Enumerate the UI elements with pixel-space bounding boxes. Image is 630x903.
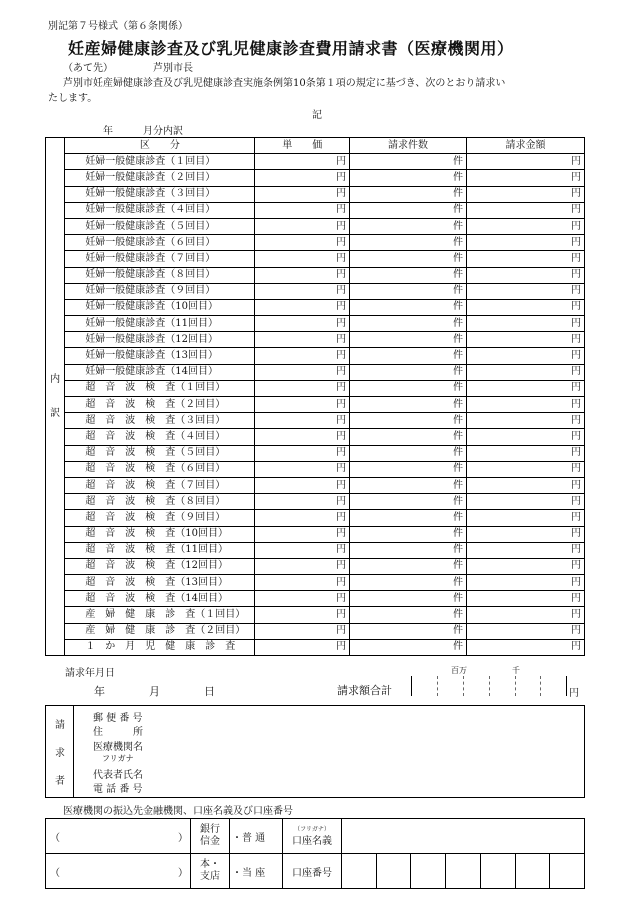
claimant-side-1: 請 xyxy=(55,720,65,731)
addressee-label: （あて先） xyxy=(63,63,113,74)
row-category: 超 音 波 検 査（５回目） xyxy=(65,445,255,461)
row-category: 超 音 波 検 査（８回目） xyxy=(65,494,255,510)
bank-type-2: 信金 xyxy=(200,836,220,847)
unit-price-cell[interactable]: 円 xyxy=(255,235,350,251)
table-row xyxy=(46,332,585,348)
unit-price-cell[interactable]: 円 xyxy=(255,299,350,315)
amount-cell[interactable]: 円 xyxy=(467,397,585,413)
unit-price-cell[interactable]: 円 xyxy=(255,251,350,267)
acct-digit[interactable] xyxy=(376,854,411,889)
row-category: 妊婦一般健康診査（７回目） xyxy=(65,251,255,267)
header-tanka: 単 価 xyxy=(255,138,350,154)
row-category: 妊婦一般健康診査（13回目） xyxy=(65,348,255,364)
million-label: 百万 xyxy=(451,666,467,675)
table-row xyxy=(46,154,585,170)
amount-cell[interactable]: 円 xyxy=(467,510,585,526)
count-cell[interactable]: 件 xyxy=(350,251,467,267)
unit-price-cell[interactable]: 円 xyxy=(255,332,350,348)
breakdown-table xyxy=(45,137,585,656)
row-category: 産 婦 健 康 診 査（１回目） xyxy=(65,607,255,623)
row-category: 超 音 波 検 査（４回目） xyxy=(65,429,255,445)
amount-cell[interactable]: 円 xyxy=(467,251,585,267)
row-category: １ か 月 児 健 康 診 査 xyxy=(65,639,255,655)
count-cell[interactable]: 件 xyxy=(350,413,467,429)
table-row xyxy=(46,429,585,445)
unit-price-cell[interactable]: 円 xyxy=(255,316,350,332)
table-row xyxy=(46,202,585,218)
branch-paren-open: （ xyxy=(50,867,60,879)
count-cell[interactable]: 件 xyxy=(350,380,467,396)
unit-price-cell[interactable]: 円 xyxy=(255,477,350,493)
table-row xyxy=(46,397,585,413)
unit-price-cell[interactable]: 円 xyxy=(255,526,350,542)
table-row xyxy=(46,591,585,607)
table-row xyxy=(46,299,585,315)
bank-type-cell xyxy=(191,819,230,854)
page-title: 妊産婦健康診査及び乳児健康診査費用請求書（医療機関用） xyxy=(68,39,514,58)
postal-code-label: 郵 便 番 号 xyxy=(93,713,143,724)
amount-cell[interactable]: 円 xyxy=(467,267,585,283)
table-row xyxy=(46,235,585,251)
count-cell[interactable]: 件 xyxy=(350,397,467,413)
acct-digit[interactable] xyxy=(342,854,377,889)
row-category: 妊婦一般健康診査（６回目） xyxy=(65,235,255,251)
amount-cell[interactable]: 円 xyxy=(467,364,585,380)
amount-cell[interactable]: 円 xyxy=(467,235,585,251)
month-label: 年 月分内訳 xyxy=(103,126,183,137)
holder-label-cell xyxy=(283,819,342,854)
table-row xyxy=(46,348,585,364)
table-row xyxy=(46,526,585,542)
address-label: 住 所 xyxy=(93,727,143,738)
institution-name-label: 医療機関名 xyxy=(93,742,143,753)
acct-digit[interactable] xyxy=(480,854,515,889)
representative-label: 代表者氏名 xyxy=(93,770,143,781)
amount-cell[interactable]: 円 xyxy=(467,380,585,396)
unit-price-cell[interactable]: 円 xyxy=(255,267,350,283)
row-category: 妊婦一般健康診査（３回目） xyxy=(65,186,255,202)
amount-cell[interactable]: 円 xyxy=(467,218,585,234)
acct-digit[interactable] xyxy=(550,854,585,889)
count-cell[interactable]: 件 xyxy=(350,461,467,477)
table-row xyxy=(46,283,585,299)
holder-label: 口座名義 xyxy=(292,836,332,847)
row-category: 妊婦一般健康診査（５回目） xyxy=(65,218,255,234)
amount-cell[interactable]: 円 xyxy=(467,316,585,332)
row-category: 妊婦一般健康診査（２回目） xyxy=(65,170,255,186)
count-cell[interactable]: 件 xyxy=(350,542,467,558)
count-cell[interactable]: 件 xyxy=(350,445,467,461)
amount-cell[interactable]: 円 xyxy=(467,639,585,655)
count-cell[interactable]: 件 xyxy=(350,154,467,170)
amount-cell[interactable]: 円 xyxy=(467,607,585,623)
row-category: 超 音 波 検 査（11回目） xyxy=(65,542,255,558)
amount-cell[interactable]: 円 xyxy=(467,332,585,348)
row-category: 超 音 波 検 査（13回目） xyxy=(65,575,255,591)
intro-line-2: たします。 xyxy=(48,93,98,104)
unit-price-cell[interactable]: 円 xyxy=(255,461,350,477)
claimant-side-3: 者 xyxy=(55,776,65,787)
claimant-side-2: 求 xyxy=(55,748,65,759)
amount-cell[interactable]: 円 xyxy=(467,154,585,170)
branch-1: 本・ xyxy=(200,859,220,870)
amount-cell[interactable]: 円 xyxy=(467,623,585,639)
side-label-bottom: 訳 xyxy=(50,407,61,419)
unit-price-cell[interactable]: 円 xyxy=(255,445,350,461)
amount-cell[interactable]: 円 xyxy=(467,170,585,186)
count-cell[interactable]: 件 xyxy=(350,429,467,445)
amount-cell[interactable]: 円 xyxy=(467,202,585,218)
side-label-top: 内 xyxy=(50,373,61,385)
acct-digit[interactable] xyxy=(446,854,481,889)
count-cell[interactable]: 件 xyxy=(350,591,467,607)
unit-price-cell[interactable]: 円 xyxy=(255,607,350,623)
row-category: 超 音 波 検 査（７回目） xyxy=(65,477,255,493)
row-category: 産 婦 健 康 診 査（２回目） xyxy=(65,623,255,639)
header-kubun: 区 分 xyxy=(65,138,255,154)
furigana-label: フリガナ xyxy=(102,754,134,763)
acct-type-current[interactable]: ・当 座 xyxy=(230,854,283,889)
unit-price-cell[interactable]: 円 xyxy=(255,186,350,202)
unit-price-cell[interactable]: 円 xyxy=(255,380,350,396)
unit-price-cell[interactable]: 円 xyxy=(255,591,350,607)
count-cell[interactable]: 件 xyxy=(350,494,467,510)
unit-price-cell[interactable]: 円 xyxy=(255,429,350,445)
ki-label: 記 xyxy=(312,110,322,121)
count-cell[interactable]: 件 xyxy=(350,575,467,591)
unit-price-cell[interactable]: 円 xyxy=(255,639,350,655)
table-row xyxy=(46,639,585,655)
table-row xyxy=(46,575,585,591)
thousand-label: 千 xyxy=(512,666,520,675)
row-category: 妊婦一般健康診査（８回目） xyxy=(65,267,255,283)
row-category: 超 音 波 検 査（14回目） xyxy=(65,591,255,607)
amount-cell[interactable]: 円 xyxy=(467,591,585,607)
unit-price-cell[interactable]: 円 xyxy=(255,283,350,299)
count-cell[interactable]: 件 xyxy=(350,218,467,234)
count-cell[interactable]: 件 xyxy=(350,510,467,526)
amount-cell[interactable]: 円 xyxy=(467,445,585,461)
bank-type-1: 銀行 xyxy=(200,824,220,835)
amount-cell[interactable]: 円 xyxy=(467,494,585,510)
count-cell[interactable]: 件 xyxy=(350,558,467,574)
table-row xyxy=(46,364,585,380)
count-cell[interactable]: 件 xyxy=(350,202,467,218)
holder-furigana: （フリガナ） xyxy=(294,826,330,833)
table-row xyxy=(46,510,585,526)
acct-digit[interactable] xyxy=(411,854,446,889)
table-row xyxy=(46,445,585,461)
total-yen-unit: 円 xyxy=(569,688,579,699)
request-date-label: 請求年月日 xyxy=(65,668,115,679)
count-cell[interactable]: 件 xyxy=(350,316,467,332)
total-amount-field[interactable] xyxy=(411,676,567,696)
row-category: 超 音 波 検 査（６回目） xyxy=(65,461,255,477)
unit-price-cell[interactable]: 円 xyxy=(255,494,350,510)
unit-price-cell[interactable]: 円 xyxy=(255,364,350,380)
count-cell[interactable]: 件 xyxy=(350,526,467,542)
row-category: 妊婦一般健康診査（１回目） xyxy=(65,154,255,170)
amount-cell[interactable]: 円 xyxy=(467,526,585,542)
unit-price-cell[interactable]: 円 xyxy=(255,623,350,639)
row-category: 超 音 波 検 査（１回目） xyxy=(65,380,255,396)
table-row xyxy=(46,413,585,429)
table-row xyxy=(46,542,585,558)
number-label: 口座番号 xyxy=(283,854,342,889)
table-row xyxy=(46,251,585,267)
table-row xyxy=(46,267,585,283)
form-label: 別記第７号様式（第６条関係） xyxy=(48,21,188,32)
row-category: 超 音 波 検 査（２回目） xyxy=(65,397,255,413)
amount-cell[interactable]: 円 xyxy=(467,542,585,558)
count-cell[interactable]: 件 xyxy=(350,299,467,315)
table-row xyxy=(46,623,585,639)
bank-heading: 医療機関の振込先金融機関、口座名義及び口座番号 xyxy=(63,806,293,817)
row-category: 妊婦一般健康診査（４回目） xyxy=(65,202,255,218)
branch-type-cell xyxy=(191,854,230,889)
addressee: 芦別市長 xyxy=(153,63,193,74)
count-cell[interactable]: 件 xyxy=(350,170,467,186)
amount-cell[interactable]: 円 xyxy=(467,348,585,364)
unit-price-cell[interactable]: 円 xyxy=(255,510,350,526)
row-category: 超 音 波 検 査（10回目） xyxy=(65,526,255,542)
unit-price-cell[interactable]: 円 xyxy=(255,202,350,218)
row-category: 超 音 波 検 査（３回目） xyxy=(65,413,255,429)
unit-price-cell[interactable]: 円 xyxy=(255,154,350,170)
table-row xyxy=(46,218,585,234)
unit-price-cell[interactable]: 円 xyxy=(255,542,350,558)
row-category: 妊婦一般健康診査（９回目） xyxy=(65,283,255,299)
unit-price-cell[interactable]: 円 xyxy=(255,397,350,413)
row-category: 妊婦一般健康診査（10回目） xyxy=(65,299,255,315)
amount-cell[interactable]: 円 xyxy=(467,186,585,202)
amount-cell[interactable]: 円 xyxy=(467,299,585,315)
count-cell[interactable]: 件 xyxy=(350,607,467,623)
bank-paren-open: （ xyxy=(50,832,60,844)
header-kensu: 請求件数 xyxy=(350,138,467,154)
branch-2: 支店 xyxy=(200,871,220,882)
amount-cell[interactable]: 円 xyxy=(467,429,585,445)
count-cell[interactable]: 件 xyxy=(350,283,467,299)
table-row xyxy=(46,170,585,186)
amount-cell[interactable]: 円 xyxy=(467,413,585,429)
count-cell[interactable]: 件 xyxy=(350,186,467,202)
unit-price-cell[interactable]: 円 xyxy=(255,575,350,591)
amount-cell[interactable]: 円 xyxy=(467,283,585,299)
bank-table xyxy=(45,818,585,889)
unit-price-cell[interactable]: 円 xyxy=(255,170,350,186)
request-date-fields[interactable]: 年 月 日 xyxy=(94,685,215,698)
unit-price-cell[interactable]: 円 xyxy=(255,218,350,234)
amount-cell[interactable]: 円 xyxy=(467,558,585,574)
header-kingaku: 請求金額 xyxy=(467,138,585,154)
row-category: 超 音 波 検 査（９回目） xyxy=(65,510,255,526)
count-cell[interactable]: 件 xyxy=(350,364,467,380)
count-cell[interactable]: 件 xyxy=(350,639,467,655)
table-row xyxy=(46,461,585,477)
branch-paren-close: ） xyxy=(178,868,188,879)
table-row xyxy=(46,316,585,332)
row-category: 妊婦一般健康診査（12回目） xyxy=(65,332,255,348)
claimant-box xyxy=(45,705,585,798)
total-label: 請求額合計 xyxy=(337,684,392,697)
row-category: 超 音 波 検 査（12回目） xyxy=(65,558,255,574)
count-cell[interactable]: 件 xyxy=(350,332,467,348)
unit-price-cell[interactable]: 円 xyxy=(255,558,350,574)
count-cell[interactable]: 件 xyxy=(350,267,467,283)
unit-price-cell[interactable]: 円 xyxy=(255,413,350,429)
count-cell[interactable]: 件 xyxy=(350,623,467,639)
count-cell[interactable]: 件 xyxy=(350,235,467,251)
table-row xyxy=(46,558,585,574)
bank-name-field[interactable] xyxy=(46,819,191,854)
table-row xyxy=(46,477,585,493)
side-label-cell xyxy=(46,138,65,656)
phone-label: 電 話 番 号 xyxy=(93,784,143,795)
acct-type-normal[interactable]: ・普 通 xyxy=(230,819,283,854)
holder-field[interactable] xyxy=(342,819,585,854)
bank-paren-close: ） xyxy=(178,833,188,844)
table-row xyxy=(46,380,585,396)
table-row xyxy=(46,494,585,510)
amount-cell[interactable]: 円 xyxy=(467,575,585,591)
branch-name-field[interactable] xyxy=(46,854,191,889)
count-cell[interactable]: 件 xyxy=(350,477,467,493)
unit-price-cell[interactable]: 円 xyxy=(255,348,350,364)
acct-digit[interactable] xyxy=(515,854,550,889)
table-row xyxy=(46,186,585,202)
intro-line-1: 芦別市妊産婦健康診査及び乳児健康診査実施条例第10条第１項の規定に基づき、次のとおり請求い xyxy=(63,78,506,89)
amount-cell[interactable]: 円 xyxy=(467,477,585,493)
row-category: 妊婦一般健康診査（11回目） xyxy=(65,316,255,332)
count-cell[interactable]: 件 xyxy=(350,348,467,364)
row-category: 妊婦一般健康診査（14回目） xyxy=(65,364,255,380)
table-row xyxy=(46,607,585,623)
table-header-row xyxy=(46,138,585,154)
amount-cell[interactable]: 円 xyxy=(467,461,585,477)
